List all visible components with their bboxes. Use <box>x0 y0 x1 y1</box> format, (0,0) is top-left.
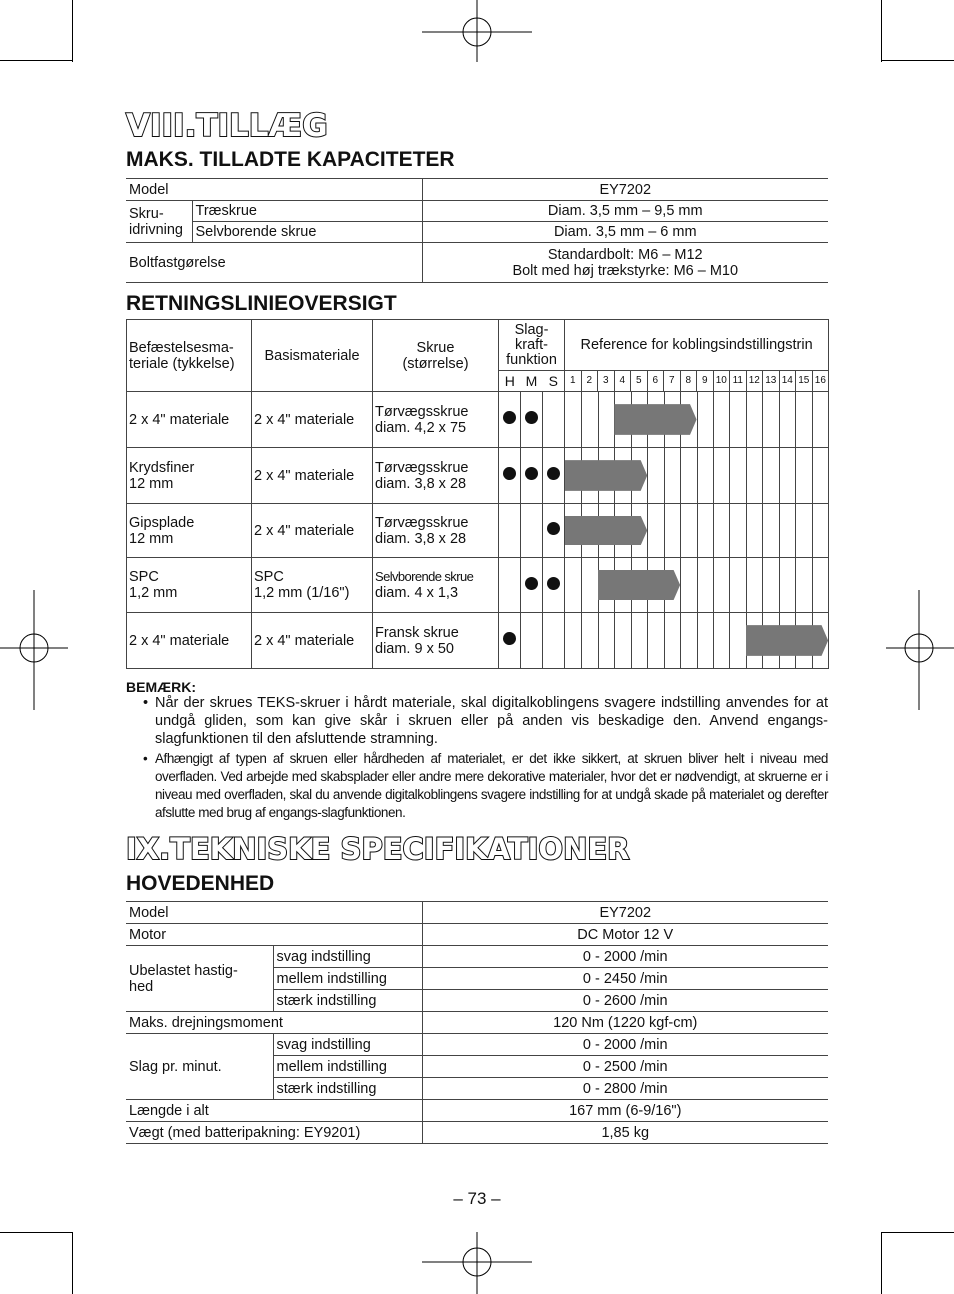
clutch-step-8: 8 <box>680 371 697 392</box>
wood-screw-value: Diam. 3,5 mm – 9,5 mm <box>422 201 828 222</box>
guide-heading: RETNINGSLINIEOVERSIGT <box>126 292 397 315</box>
section-9-roman: IX. <box>126 832 171 866</box>
filled-dot-icon <box>547 522 560 535</box>
clutch-step-13: 13 <box>763 371 780 392</box>
step-gridline <box>680 613 681 668</box>
impact-cell-m <box>521 504 543 558</box>
impact-level-s: S <box>543 371 565 392</box>
step-gridline <box>779 558 780 612</box>
step-gridline <box>581 392 582 447</box>
clutch-step-12: 12 <box>746 371 763 392</box>
filled-dot-icon <box>525 467 538 480</box>
base-material: SPC 1,2 mm (1/16") <box>252 558 373 613</box>
step-gridline <box>812 504 813 557</box>
impacts-label: Slag pr. minut. <box>126 1034 273 1100</box>
motor-value: DC Motor 12 V <box>422 924 828 946</box>
filled-dot-icon <box>503 632 516 645</box>
impact-level-m: M <box>521 371 543 392</box>
base-material: 2 x 4" materiale <box>252 448 373 504</box>
screw-driving-label: Skru- idrivning <box>126 201 192 243</box>
spec-model-label: Model <box>126 902 422 924</box>
step-gridline <box>779 504 780 557</box>
impact-cell-h <box>499 448 521 504</box>
clutch-reference-cell <box>565 504 829 558</box>
clutch-step-11: 11 <box>730 371 747 392</box>
impact-medium-value: 0 - 2500 /min <box>422 1056 828 1078</box>
guide-row <box>127 392 829 448</box>
clutch-range-arrow <box>614 404 696 435</box>
wood-screw-label: Træskrue <box>192 201 422 222</box>
impact-cell-s <box>543 392 565 448</box>
bolt-label: Boltfastgørelse <box>126 243 422 283</box>
fastening-material: Krydsfiner 12 mm <box>127 448 252 504</box>
step-gridline <box>729 392 730 447</box>
model-value: EY7202 <box>422 179 828 201</box>
clutch-reference-cell <box>565 448 829 504</box>
impact-cell-h <box>499 558 521 613</box>
speed-medium-value: 0 - 2450 /min <box>422 968 828 990</box>
step-gridline <box>762 392 763 447</box>
guide-row <box>127 613 829 669</box>
step-gridline <box>729 448 730 503</box>
step-gridline <box>713 558 714 612</box>
step-gridline <box>779 448 780 503</box>
step-gridline <box>713 504 714 557</box>
model-label: Model <box>126 179 422 201</box>
filled-dot-icon <box>503 411 516 424</box>
step-gridline <box>581 558 582 612</box>
note-item-1 <box>143 694 828 748</box>
filled-dot-icon <box>503 467 516 480</box>
step-gridline <box>664 448 665 503</box>
header-base: Basismateriale <box>252 320 373 392</box>
screw-size: Tørvægsskrue diam. 3,8 x 28 <box>373 448 499 504</box>
filled-dot-icon <box>547 467 560 480</box>
step-gridline <box>631 613 632 668</box>
screw-type: Selvborende skrue <box>375 569 474 584</box>
main-unit-heading: HOVEDENHED <box>126 872 275 895</box>
impact-medium-label: mellem indstilling <box>273 1056 422 1078</box>
step-gridline <box>762 558 763 612</box>
no-load-speed-label: Ubelastet hastig- hed <box>126 946 273 1012</box>
section-9-title <box>126 832 630 866</box>
speed-low-value: 0 - 2000 /min <box>422 946 828 968</box>
impact-cell-s <box>543 613 565 669</box>
registration-mark-left <box>0 590 70 710</box>
impact-low-value: 0 - 2000 /min <box>422 1034 828 1056</box>
step-gridline <box>713 392 714 447</box>
bullet-icon: • <box>143 751 148 766</box>
notes-heading: BEMÆRK: <box>126 679 196 695</box>
clutch-step-16: 16 <box>812 371 829 392</box>
section-8-title-text: TILLÆG <box>196 108 328 144</box>
section-8-title <box>126 108 328 144</box>
impact-cell-h <box>499 392 521 448</box>
clutch-step-5: 5 <box>631 371 648 392</box>
step-gridline <box>795 504 796 557</box>
impact-cell-s <box>543 558 565 613</box>
header-screw: Skrue (størrelse) <box>373 320 499 392</box>
step-gridline <box>697 504 698 557</box>
clutch-reference-cell <box>565 558 829 613</box>
guide-row <box>127 558 829 613</box>
clutch-step-10: 10 <box>713 371 730 392</box>
step-gridline <box>779 392 780 447</box>
step-gridline <box>614 613 615 668</box>
base-material: 2 x 4" materiale <box>252 613 373 669</box>
step-gridline <box>697 613 698 668</box>
impact-cell-m <box>521 392 543 448</box>
clutch-step-2: 2 <box>581 371 598 392</box>
step-gridline <box>812 448 813 503</box>
step-gridline <box>746 504 747 557</box>
clutch-step-7: 7 <box>664 371 681 392</box>
step-gridline <box>697 448 698 503</box>
motor-label: Motor <box>126 924 422 946</box>
step-gridline <box>729 613 730 668</box>
fastening-material: 2 x 4" materiale <box>127 392 252 448</box>
clutch-step-3: 3 <box>598 371 615 392</box>
screw-dimension: diam. 4 x 1,3 <box>375 585 459 601</box>
bullet-icon: • <box>143 695 149 711</box>
clutch-range-arrow <box>565 516 647 546</box>
base-material: 2 x 4" materiale <box>252 504 373 558</box>
step-gridline <box>647 613 648 668</box>
bolt-values <box>422 243 828 283</box>
step-gridline <box>746 558 747 612</box>
impact-cell-m <box>521 558 543 613</box>
impact-cell-h <box>499 613 521 669</box>
length-label: Længde i alt <box>126 1100 422 1122</box>
step-gridline <box>680 448 681 503</box>
bolt-standard: Standardbolt: M6 – M12 <box>547 246 703 263</box>
weight-label: Vægt (med batteripakning: EY9201) <box>126 1122 422 1144</box>
step-gridline <box>729 504 730 557</box>
fastening-material: Gipsplade 12 mm <box>127 504 252 558</box>
step-gridline <box>746 448 747 503</box>
step-gridline <box>713 613 714 668</box>
screw-size: Tørvægsskrue diam. 3,8 x 28 <box>373 504 499 558</box>
capacities-heading: MAKS. TILLADTE KAPACITETER <box>126 148 455 171</box>
clutch-step-9: 9 <box>697 371 714 392</box>
clutch-step-4: 4 <box>614 371 631 392</box>
bolt-high-tensile: Bolt med høj trækstyrke: M6 – M10 <box>512 262 739 279</box>
fastening-material: SPC 1,2 mm <box>127 558 252 613</box>
self-drilling-label: Selvborende skrue <box>192 222 422 243</box>
step-gridline <box>746 392 747 447</box>
step-gridline <box>598 392 599 447</box>
section-9-title-text: TEKNISKE SPECIFIKATIONER <box>170 832 630 866</box>
step-gridline <box>713 448 714 503</box>
step-gridline <box>697 558 698 612</box>
step-gridline <box>762 448 763 503</box>
section-8-roman: VIII. <box>126 108 197 144</box>
impact-high-value: 0 - 2800 /min <box>422 1078 828 1100</box>
clutch-range-arrow <box>565 460 647 491</box>
speed-low-label: svag indstilling <box>273 946 422 968</box>
weight-value: 1,85 kg <box>422 1122 828 1144</box>
length-value: 167 mm (6-9/16") <box>422 1100 828 1122</box>
screw-size: Tørvægsskrue diam. 4,2 x 75 <box>373 392 499 448</box>
torque-label: Maks. drejningsmoment <box>126 1012 422 1034</box>
spec-model-value: EY7202 <box>422 902 828 924</box>
screw-size <box>373 558 499 613</box>
step-gridline <box>581 613 582 668</box>
impact-cell-m <box>521 448 543 504</box>
guide-row <box>127 504 829 558</box>
step-gridline <box>729 558 730 612</box>
registration-mark-top <box>420 0 534 64</box>
step-gridline <box>795 448 796 503</box>
step-gridline <box>795 392 796 447</box>
clutch-step-15: 15 <box>796 371 813 392</box>
impact-cell-s <box>543 504 565 558</box>
base-material: 2 x 4" materiale <box>252 392 373 448</box>
clutch-step-14: 14 <box>779 371 796 392</box>
note-item-2 <box>143 750 828 822</box>
filled-dot-icon <box>525 411 538 424</box>
speed-high-label: stærk indstilling <box>273 990 422 1012</box>
impact-level-h: H <box>499 371 521 392</box>
filled-dot-icon <box>525 577 538 590</box>
registration-mark-right <box>884 590 954 710</box>
fastening-material: 2 x 4" materiale <box>127 613 252 669</box>
step-gridline <box>647 504 648 557</box>
note-text-1: Når der skrues TEKS-skruer i hårdt materiale, skal digitalkoblingens svagere indstilling anvendes for at undgå gliden, som kan give skår i skruen eller på anden vis beskadige den. Anvend engangs-slagfunktionen til den afsluttende stramning. <box>155 695 828 747</box>
impact-cell-m <box>521 613 543 669</box>
specifications-table <box>126 901 828 1144</box>
step-gridline <box>812 558 813 612</box>
impact-high-label: stærk indstilling <box>273 1078 422 1100</box>
step-gridline <box>680 504 681 557</box>
step-gridline <box>697 392 698 447</box>
step-gridline <box>647 448 648 503</box>
header-reference: Reference for koblingsindstillingstrin <box>565 320 829 371</box>
step-gridline <box>664 613 665 668</box>
step-gridline <box>664 504 665 557</box>
step-gridline <box>598 613 599 668</box>
speed-high-value: 0 - 2600 /min <box>422 990 828 1012</box>
impact-cell-s <box>543 448 565 504</box>
step-gridline <box>795 558 796 612</box>
clutch-range-arrow <box>598 570 680 600</box>
capacities-table <box>126 178 828 283</box>
header-fastening: Befæstelsesma- teriale (tykkelse) <box>127 320 252 392</box>
impact-low-label: svag indstilling <box>273 1034 422 1056</box>
guide-row <box>127 448 829 504</box>
clutch-step-1: 1 <box>565 371 582 392</box>
step-gridline <box>680 558 681 612</box>
self-drilling-value: Diam. 3,5 mm – 6 mm <box>422 222 828 243</box>
clutch-step-6: 6 <box>647 371 664 392</box>
clutch-reference-cell <box>565 613 829 669</box>
header-impact: Slag- kraft- funktion <box>499 320 565 371</box>
screw-size: Fransk skrue diam. 9 x 50 <box>373 613 499 669</box>
impact-cell-h <box>499 504 521 558</box>
filled-dot-icon <box>547 577 560 590</box>
speed-medium-label: mellem indstilling <box>273 968 422 990</box>
step-gridline <box>812 392 813 447</box>
torque-value: 120 Nm (1220 kgf-cm) <box>422 1012 828 1034</box>
step-gridline <box>762 504 763 557</box>
note-text-2: Afhængigt af typen af skruen eller hårdheden af materialet, er det ikke sikkert, at skruen bliver helt i niveau med overfladen. Ved arbejde med skabsplader eller andre mere dekorative materialer, hvor det er nødvendigt, at skruerne er i niveau med overfladen, skal du anvende digitalkoblingens svagere indstilling for at undgå skade på materialet og derefter afslutte med brug af engangs-slagfunktionen. <box>155 751 828 820</box>
page-number: – 73 – <box>453 1189 501 1208</box>
registration-mark-bottom <box>420 1230 534 1294</box>
clutch-reference-cell <box>565 392 829 448</box>
guide-table <box>126 319 829 669</box>
clutch-range-arrow <box>746 625 828 656</box>
